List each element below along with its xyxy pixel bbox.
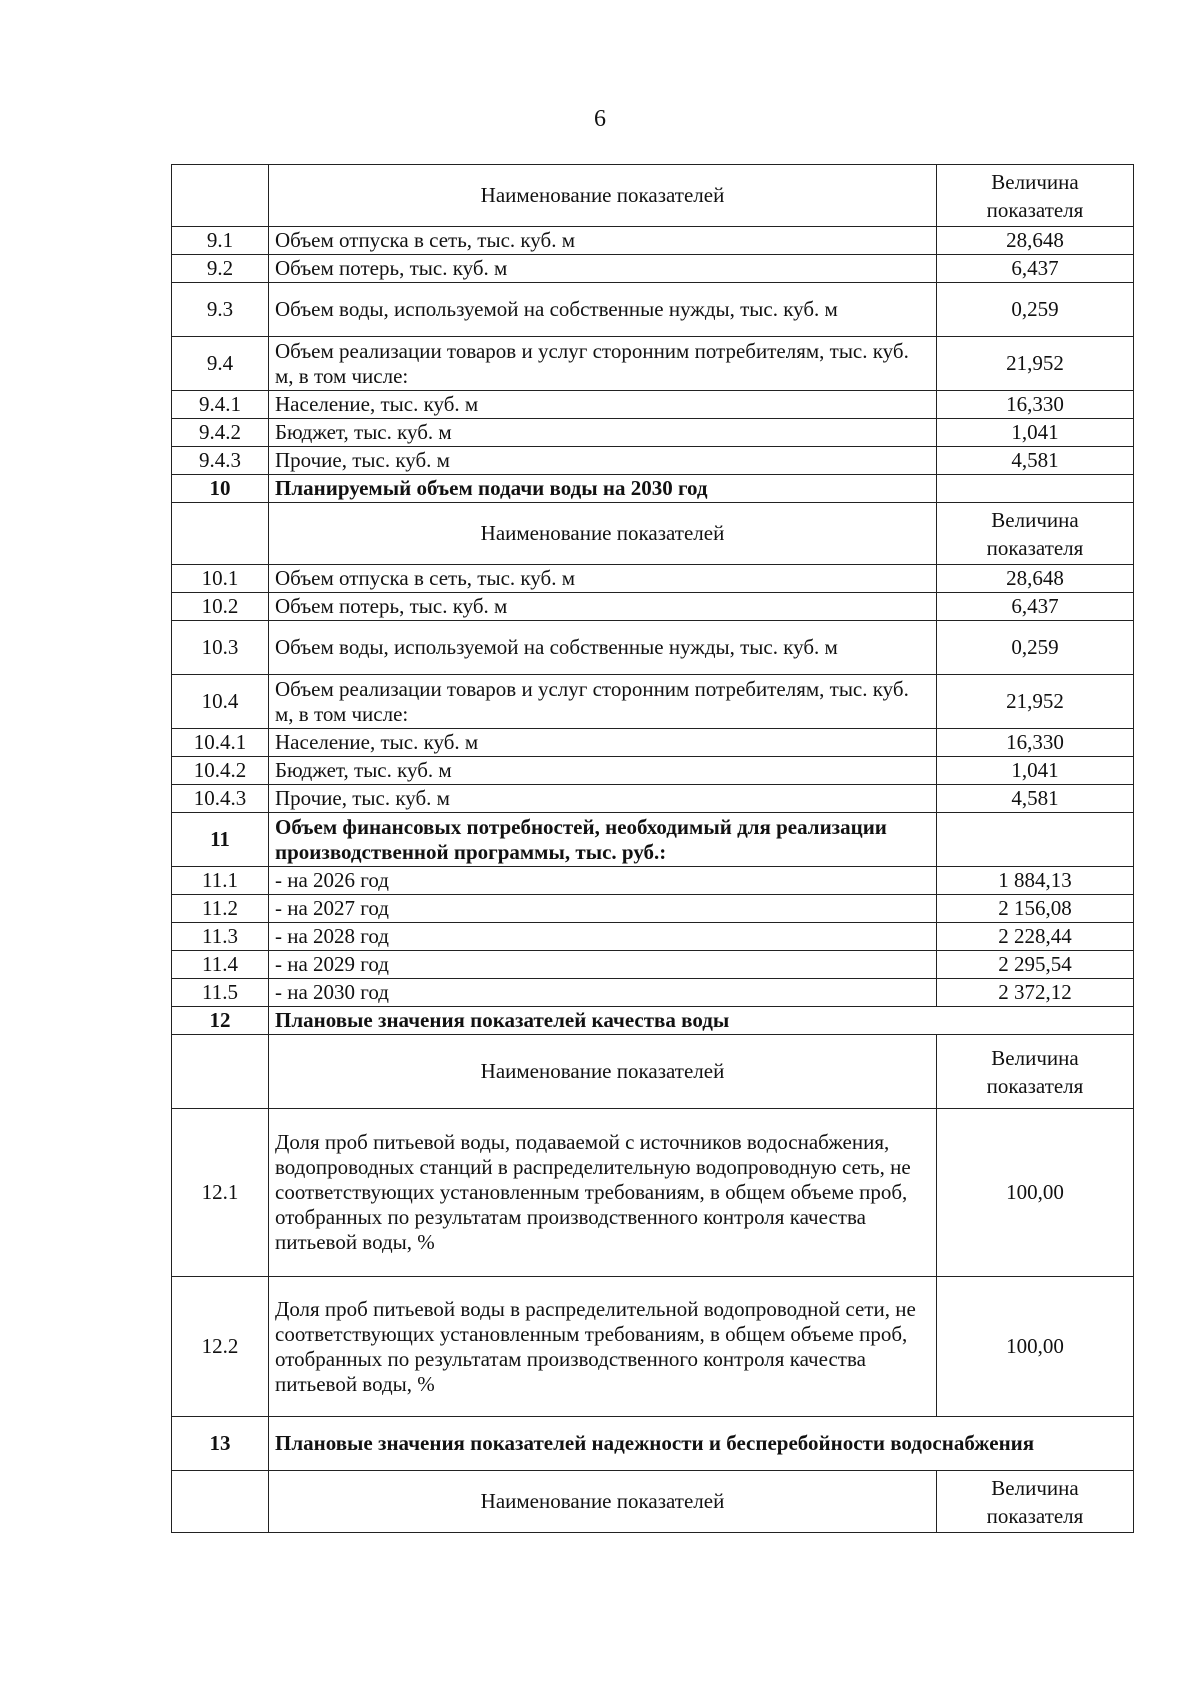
- row-indicator: Население, тыс. куб. м: [269, 391, 937, 419]
- row-value: 100,00: [937, 1109, 1134, 1277]
- table-row: [172, 675, 1134, 729]
- row-number: 9.4: [172, 337, 269, 391]
- row-number: 12.1: [172, 1109, 269, 1277]
- row-number: 11.2: [172, 895, 269, 923]
- row-indicator: - на 2030 год: [269, 979, 937, 1007]
- table-header-row: [172, 503, 1134, 565]
- header-num-cell: [172, 1471, 269, 1533]
- row-value: 2 228,44: [937, 923, 1134, 951]
- table-row: [172, 951, 1134, 979]
- row-value: 1 884,13: [937, 867, 1134, 895]
- table-row: [172, 785, 1134, 813]
- row-value: 4,581: [937, 447, 1134, 475]
- table-row: [172, 867, 1134, 895]
- row-number: 9.1: [172, 227, 269, 255]
- header-value-cell: Величина показателя: [937, 165, 1134, 227]
- section-number: 13: [172, 1417, 269, 1471]
- row-number: 9.3: [172, 283, 269, 337]
- row-value: 28,648: [937, 565, 1134, 593]
- row-value: 6,437: [937, 255, 1134, 283]
- table-row: [172, 757, 1134, 785]
- table-row: [172, 895, 1134, 923]
- table-row: [172, 565, 1134, 593]
- table-header-row: [172, 165, 1134, 227]
- row-value: 2 295,54: [937, 951, 1134, 979]
- header-name-cell: Наименование показателей: [269, 1035, 937, 1109]
- row-number: 11.3: [172, 923, 269, 951]
- row-value: 4,581: [937, 785, 1134, 813]
- section-value-empty: [937, 475, 1134, 503]
- section-number: 12: [172, 1007, 269, 1035]
- row-number: 12.2: [172, 1277, 269, 1417]
- row-number: 10.4: [172, 675, 269, 729]
- table-header-row: [172, 1471, 1134, 1533]
- row-indicator: Объем реализации товаров и услуг сторонним потребителям, тыс. куб. м, в том числе:: [269, 675, 937, 729]
- page-number: 6: [594, 106, 606, 132]
- row-value: 21,952: [937, 337, 1134, 391]
- row-value: 21,952: [937, 675, 1134, 729]
- header-num-cell: [172, 165, 269, 227]
- indicators-table: [171, 164, 1134, 1533]
- row-number: 10.4.2: [172, 757, 269, 785]
- row-number: 10.1: [172, 565, 269, 593]
- row-number: 11.5: [172, 979, 269, 1007]
- row-number: 9.4.2: [172, 419, 269, 447]
- row-indicator: Прочие, тыс. куб. м: [269, 447, 937, 475]
- row-value: 2 156,08: [937, 895, 1134, 923]
- table-row: [172, 227, 1134, 255]
- row-value: 100,00: [937, 1277, 1134, 1417]
- row-indicator: - на 2027 год: [269, 895, 937, 923]
- table-row: [172, 1109, 1134, 1277]
- row-number: 10.4.3: [172, 785, 269, 813]
- row-value: 16,330: [937, 729, 1134, 757]
- section-title: Плановые значения показателей надежности и бесперебойности водоснабжения: [269, 1417, 1134, 1471]
- section-number: 10: [172, 475, 269, 503]
- header-name-cell: Наименование показателей: [269, 503, 937, 565]
- header-num-cell: [172, 1035, 269, 1109]
- row-number: 9.4.1: [172, 391, 269, 419]
- row-indicator: - на 2028 год: [269, 923, 937, 951]
- row-number: 11.1: [172, 867, 269, 895]
- row-number: 10.3: [172, 621, 269, 675]
- table-row: [172, 283, 1134, 337]
- header-num-cell: [172, 503, 269, 565]
- section-12-title-row: [172, 1007, 1134, 1035]
- row-indicator: Объем потерь, тыс. куб. м: [269, 255, 937, 283]
- section-number: 11: [172, 813, 269, 867]
- table-row: [172, 391, 1134, 419]
- row-value: 2 372,12: [937, 979, 1134, 1007]
- table-row: [172, 337, 1134, 391]
- section-value-empty: [937, 813, 1134, 867]
- row-indicator: Бюджет, тыс. куб. м: [269, 419, 937, 447]
- table-row: [172, 923, 1134, 951]
- row-indicator: Объем воды, используемой на собственные нужды, тыс. куб. м: [269, 283, 937, 337]
- header-name-cell: Наименование показателей: [269, 1471, 937, 1533]
- header-value-cell: Величина показателя: [937, 1035, 1134, 1109]
- section-title: Плановые значения показателей качества воды: [269, 1007, 1134, 1035]
- section-13-title-row: [172, 1417, 1134, 1471]
- row-indicator: Прочие, тыс. куб. м: [269, 785, 937, 813]
- row-value: 6,437: [937, 593, 1134, 621]
- row-indicator: Объем отпуска в сеть, тыс. куб. м: [269, 565, 937, 593]
- header-value-cell: Величина показателя: [937, 1471, 1134, 1533]
- table-row: [172, 979, 1134, 1007]
- table-header-row: [172, 1035, 1134, 1109]
- row-indicator: Доля проб питьевой воды в распределительной водопроводной сети, не соответствующих установленным требованиям, в общем объеме проб, отобранных по результатам производственного контроля качества питьевой воды, %: [269, 1277, 937, 1417]
- row-value: 28,648: [937, 227, 1134, 255]
- section-title: Планируемый объем подачи воды на 2030 год: [269, 475, 937, 503]
- table-row: [172, 729, 1134, 757]
- section-10-title-row: [172, 475, 1134, 503]
- table-row: [172, 1277, 1134, 1417]
- table-row: [172, 255, 1134, 283]
- row-indicator: Объем потерь, тыс. куб. м: [269, 593, 937, 621]
- row-indicator: Объем отпуска в сеть, тыс. куб. м: [269, 227, 937, 255]
- row-indicator: Объем реализации товаров и услуг сторонним потребителям, тыс. куб. м, в том числе:: [269, 337, 937, 391]
- row-number: 9.2: [172, 255, 269, 283]
- row-indicator: Бюджет, тыс. куб. м: [269, 757, 937, 785]
- row-value: 0,259: [937, 621, 1134, 675]
- row-indicator: Объем воды, используемой на собственные нужды, тыс. куб. м: [269, 621, 937, 675]
- section-title: Объем финансовых потребностей, необходимый для реализации производственной программы, тыс. руб.:: [269, 813, 937, 867]
- section-11-title-row: [172, 813, 1134, 867]
- row-indicator: - на 2026 год: [269, 867, 937, 895]
- row-value: 0,259: [937, 283, 1134, 337]
- table-row: [172, 447, 1134, 475]
- row-number: 11.4: [172, 951, 269, 979]
- row-value: 1,041: [937, 757, 1134, 785]
- row-value: 1,041: [937, 419, 1134, 447]
- row-value: 16,330: [937, 391, 1134, 419]
- row-number: 10.2: [172, 593, 269, 621]
- row-indicator: Население, тыс. куб. м: [269, 729, 937, 757]
- header-name-cell: Наименование показателей: [269, 165, 937, 227]
- row-number: 10.4.1: [172, 729, 269, 757]
- table-row: [172, 593, 1134, 621]
- table-row: [172, 621, 1134, 675]
- row-indicator: Доля проб питьевой воды, подаваемой с источников водоснабжения, водопроводных станций в распределительную водопроводную сеть, не соответствующих установленным требованиям, в общем объеме проб, отобранных по результатам производственного контроля качества питьевой воды, %: [269, 1109, 937, 1277]
- header-value-cell: Величина показателя: [937, 503, 1134, 565]
- table-row: [172, 419, 1134, 447]
- row-indicator: - на 2029 год: [269, 951, 937, 979]
- row-number: 9.4.3: [172, 447, 269, 475]
